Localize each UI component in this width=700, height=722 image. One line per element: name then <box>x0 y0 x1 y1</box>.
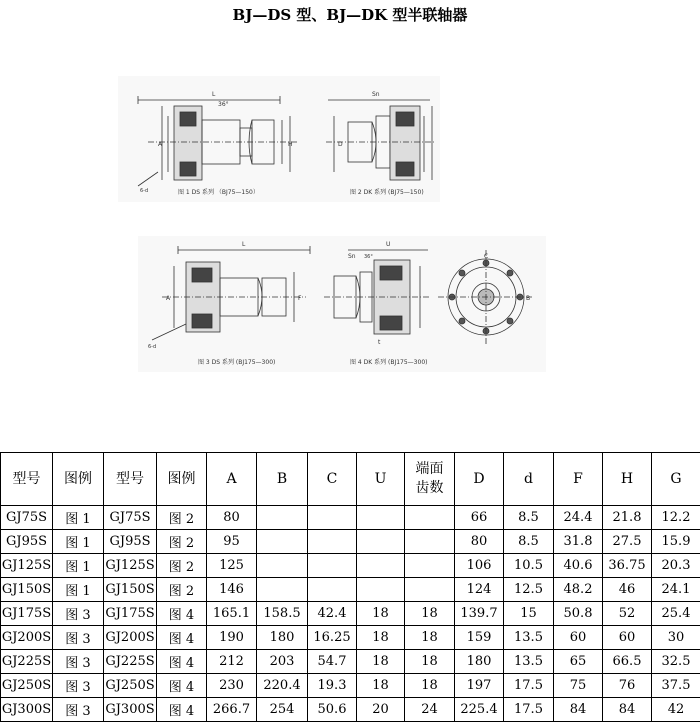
table-row <box>1 698 700 722</box>
table-cell: 图 3 <box>53 626 104 650</box>
table-cell: 60 <box>554 626 603 650</box>
table-cell <box>405 578 455 602</box>
table-cell: 图 2 <box>157 530 207 554</box>
header-cell: H <box>603 453 652 506</box>
table-cell: 203 <box>257 650 308 674</box>
table-cell: 60 <box>603 626 652 650</box>
dim-sn-label: Sn <box>348 253 356 260</box>
table-cell: GJ95S <box>1 530 53 554</box>
table-cell: GJ225S <box>104 650 157 674</box>
table-cell: 139.7 <box>455 602 504 626</box>
drawing-ds-dk-small <box>118 76 440 202</box>
table-cell: 124 <box>455 578 504 602</box>
table-cell: 80 <box>207 506 257 530</box>
figure-caption: 图 4 DK 系列 (BJ175—300) <box>350 358 427 366</box>
table-cell: 图 1 <box>53 506 104 530</box>
table-row <box>1 554 700 578</box>
table-cell: 图 3 <box>53 698 104 722</box>
table-cell: 158.5 <box>257 602 308 626</box>
header-cell: B <box>257 453 308 506</box>
header-cell: C <box>308 453 357 506</box>
table-cell: 230 <box>207 674 257 698</box>
table-cell: 24.4 <box>554 506 603 530</box>
table-cell: 17.5 <box>504 698 554 722</box>
dim-a-label: A <box>158 141 163 148</box>
table-cell: 24 <box>405 698 455 722</box>
table-cell: 84 <box>603 698 652 722</box>
table-cell: GJ175S <box>104 602 157 626</box>
table-cell: 125 <box>207 554 257 578</box>
table-cell: 42 <box>652 698 700 722</box>
table-cell: 18 <box>405 602 455 626</box>
table-cell: 212 <box>207 650 257 674</box>
dim-6d-label: 6-d <box>148 344 156 350</box>
dim-angle-label: 36° <box>218 101 229 108</box>
table-cell: GJ200S <box>1 626 53 650</box>
table-cell: 8.5 <box>504 530 554 554</box>
table-cell: 图 4 <box>157 698 207 722</box>
table-cell <box>257 554 308 578</box>
table-cell: 图 3 <box>53 602 104 626</box>
table-cell: 图 2 <box>157 578 207 602</box>
table-cell <box>357 578 405 602</box>
table-cell <box>405 554 455 578</box>
table-cell: 8.5 <box>504 506 554 530</box>
table-cell: 25.4 <box>652 602 700 626</box>
dim-l-label: L <box>212 91 216 98</box>
table-cell: 50.6 <box>308 698 357 722</box>
table-cell: 18 <box>357 674 405 698</box>
table-cell: 48.2 <box>554 578 603 602</box>
table-cell <box>257 506 308 530</box>
table-cell: 图 1 <box>53 530 104 554</box>
table-cell: 18 <box>357 626 405 650</box>
table-cell: 图 4 <box>157 602 207 626</box>
table-cell: 32.5 <box>652 650 700 674</box>
dim-d-label: D <box>338 141 343 148</box>
table-cell: GJ175S <box>1 602 53 626</box>
dim-c-label: C <box>484 253 488 260</box>
table-cell: 76 <box>603 674 652 698</box>
table-cell: 84 <box>554 698 603 722</box>
table-cell: GJ250S <box>104 674 157 698</box>
table-cell: 15.9 <box>652 530 700 554</box>
dim-t-label: t <box>378 339 381 346</box>
header-cell: D <box>455 453 504 506</box>
table-cell: GJ125S <box>104 554 157 578</box>
table-cell: 180 <box>257 626 308 650</box>
table-cell: 20 <box>357 698 405 722</box>
table-cell: 10.5 <box>504 554 554 578</box>
table-cell: 图 4 <box>157 650 207 674</box>
table-row <box>1 626 700 650</box>
table-cell: 220.4 <box>257 674 308 698</box>
table-cell <box>308 578 357 602</box>
dim-6d-label: 6-d <box>140 188 148 194</box>
table-cell: 65 <box>554 650 603 674</box>
table-cell: GJ300S <box>104 698 157 722</box>
table-cell: 225.4 <box>455 698 504 722</box>
table-cell: 165.1 <box>207 602 257 626</box>
table-cell: 30 <box>652 626 700 650</box>
table-cell: 190 <box>207 626 257 650</box>
table-cell: 66.5 <box>603 650 652 674</box>
table-cell: 21.8 <box>603 506 652 530</box>
header-cell: A <box>207 453 257 506</box>
header-cell: 端面齿数 <box>405 453 455 506</box>
table-row <box>1 506 700 530</box>
table-cell: 80 <box>455 530 504 554</box>
page-title: BJ—DS 型、BJ—DK 型半联轴器 <box>0 4 700 25</box>
figure-panel-bottom <box>138 236 546 372</box>
table-cell: GJ125S <box>1 554 53 578</box>
table-cell: GJ150S <box>104 578 157 602</box>
table-cell: 18 <box>357 602 405 626</box>
table-cell: 15 <box>504 602 554 626</box>
table-cell: GJ300S <box>1 698 53 722</box>
dim-f-label: F <box>298 295 302 302</box>
table-cell <box>257 578 308 602</box>
table-cell: 266.7 <box>207 698 257 722</box>
table-cell: 12.5 <box>504 578 554 602</box>
table-cell <box>405 530 455 554</box>
table-cell: 18 <box>357 650 405 674</box>
table-cell: 66 <box>455 506 504 530</box>
table-cell <box>308 506 357 530</box>
table-row <box>1 650 700 674</box>
dim-sn-label: Sn <box>372 91 380 98</box>
table-cell: 18 <box>405 626 455 650</box>
table-cell: 106 <box>455 554 504 578</box>
table-row <box>1 674 700 698</box>
dim-h-label: H <box>288 141 293 148</box>
table-cell: GJ225S <box>1 650 53 674</box>
table-cell: 16.25 <box>308 626 357 650</box>
table-cell: 图 4 <box>157 674 207 698</box>
header-cell: 型号 <box>1 453 53 506</box>
table-cell <box>308 554 357 578</box>
table-cell: 42.4 <box>308 602 357 626</box>
table-cell: 180 <box>455 650 504 674</box>
table-cell: 图 3 <box>53 650 104 674</box>
table-cell: 40.6 <box>554 554 603 578</box>
table-cell <box>357 506 405 530</box>
table-cell: GJ75S <box>104 506 157 530</box>
table-cell: 19.3 <box>308 674 357 698</box>
table-cell: 图 2 <box>157 506 207 530</box>
table-cell: 54.7 <box>308 650 357 674</box>
figure-caption: 图 2 DK 系列 (BJ75—150) <box>350 188 424 196</box>
table-cell: 46 <box>603 578 652 602</box>
table-cell: 图 2 <box>157 554 207 578</box>
table-cell <box>308 530 357 554</box>
table-cell: 20.3 <box>652 554 700 578</box>
dim-b-label: B <box>526 295 530 302</box>
header-cell: 图例 <box>53 453 104 506</box>
table-cell: GJ250S <box>1 674 53 698</box>
table-cell: 17.5 <box>504 674 554 698</box>
table-cell <box>405 506 455 530</box>
table-cell <box>357 554 405 578</box>
header-cell: G <box>652 453 700 506</box>
table-cell: 图 1 <box>53 554 104 578</box>
dim-l-label: L <box>242 241 246 248</box>
table-cell: GJ95S <box>104 530 157 554</box>
table-row <box>1 530 700 554</box>
dim-u-label: U <box>386 241 390 248</box>
table-cell: GJ200S <box>104 626 157 650</box>
table-cell: 146 <box>207 578 257 602</box>
table-body <box>1 506 700 722</box>
table-cell <box>357 530 405 554</box>
table-row <box>1 578 700 602</box>
table-cell: 18 <box>405 674 455 698</box>
header-cell: d <box>504 453 554 506</box>
figure-panel-top <box>118 76 440 202</box>
table-cell: 图 1 <box>53 578 104 602</box>
table-cell: 36.75 <box>603 554 652 578</box>
table-cell: 13.5 <box>504 650 554 674</box>
table-cell: 75 <box>554 674 603 698</box>
table-cell: GJ150S <box>1 578 53 602</box>
header-cell: 图例 <box>157 453 207 506</box>
dim-angle-label: 36° <box>364 254 373 260</box>
figure-caption: 图 1 DS 系列 （BJ75—150） <box>178 188 259 196</box>
table-cell: 24.1 <box>652 578 700 602</box>
table-cell: 197 <box>455 674 504 698</box>
table-cell: 27.5 <box>603 530 652 554</box>
header-cell: F <box>554 453 603 506</box>
table-cell: 52 <box>603 602 652 626</box>
table-cell: 50.8 <box>554 602 603 626</box>
table-cell: 18 <box>405 650 455 674</box>
dim-a-label: A <box>166 295 171 302</box>
table-header-row <box>1 453 700 506</box>
figure-caption: 图 3 DS 系列 (BJ175—300) <box>198 358 275 366</box>
table-cell: 95 <box>207 530 257 554</box>
table-cell: 31.8 <box>554 530 603 554</box>
table-cell: 图 4 <box>157 626 207 650</box>
table-cell: 13.5 <box>504 626 554 650</box>
header-cell: U <box>357 453 405 506</box>
spec-table <box>0 452 700 722</box>
table-cell: 37.5 <box>652 674 700 698</box>
table-cell: 图 3 <box>53 674 104 698</box>
table-row <box>1 602 700 626</box>
table-cell: GJ75S <box>1 506 53 530</box>
drawing-ds-dk-large <box>138 236 546 372</box>
table-cell <box>257 530 308 554</box>
table-cell: 159 <box>455 626 504 650</box>
table-cell: 12.2 <box>652 506 700 530</box>
table-cell: 254 <box>257 698 308 722</box>
header-cell: 型号 <box>104 453 157 506</box>
